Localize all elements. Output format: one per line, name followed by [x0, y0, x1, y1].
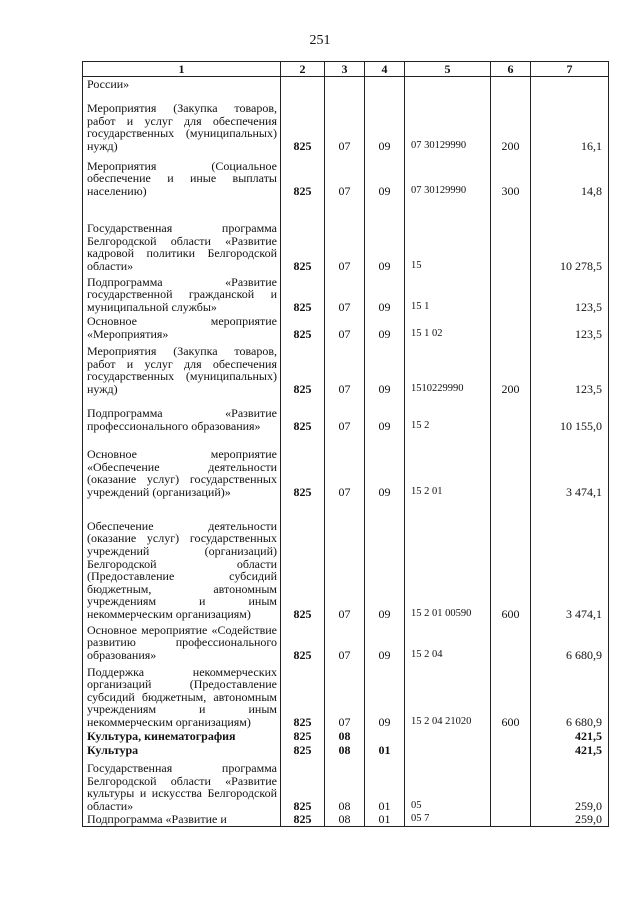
cell-kind: [491, 729, 531, 743]
cell-kind: [491, 433, 531, 499]
cell-kind: 300: [491, 153, 531, 198]
cell-subsection: 09: [365, 662, 405, 729]
table-row: [83, 662, 609, 729]
cell-amount: 259,0: [531, 813, 609, 827]
cell-subsection: [365, 729, 405, 743]
cell-subsection: 09: [365, 273, 405, 314]
cell-subsection: 09: [365, 91, 405, 153]
cell-section: 07: [325, 433, 365, 499]
cell-name: Основное мероприятие «Обеспечение деятельности (оказание услуг) государственных учреждений (организаций)»: [83, 433, 281, 499]
cell-subsection: 09: [365, 499, 405, 621]
cell-ministry: 825: [281, 91, 325, 153]
column-header-kind: 6: [491, 62, 531, 77]
cell-section: 07: [325, 396, 365, 433]
cell-subsection: 01: [365, 813, 405, 827]
cell-section: 08: [325, 813, 365, 827]
cell-target: 07 30129990: [405, 91, 491, 153]
cell-subsection: 09: [365, 433, 405, 499]
cell-name: Подпрограмма «Развитие и: [83, 813, 281, 827]
cell-ministry: [281, 77, 325, 91]
cell-amount: 6 680,9: [531, 621, 609, 662]
cell-name: Основное мероприятие «Содействие развитию профессионального образования»: [83, 621, 281, 662]
cell-target: 07 30129990: [405, 153, 491, 198]
cell-kind: 200: [491, 91, 531, 153]
column-header-section: 3: [325, 62, 365, 77]
cell-amount: 421,5: [531, 743, 609, 757]
cell-ministry: 825: [281, 757, 325, 813]
table-row: [83, 77, 609, 91]
cell-ministry: 825: [281, 153, 325, 198]
table-row: [83, 153, 609, 198]
cell-kind: [491, 77, 531, 91]
cell-amount: 16,1: [531, 91, 609, 153]
cell-section: 07: [325, 153, 365, 198]
cell-section: 07: [325, 341, 365, 396]
cell-name: России»: [83, 77, 281, 91]
cell-subsection: 09: [365, 153, 405, 198]
cell-target: 15 2 04: [405, 621, 491, 662]
cell-name: Подпрограмма «Развитие государственной гражданской и муниципальной службы»: [83, 273, 281, 314]
column-header-subsection: 4: [365, 62, 405, 77]
cell-ministry: 825: [281, 314, 325, 341]
cell-name: Культура, кинематография: [83, 729, 281, 743]
table-row: [83, 198, 609, 273]
cell-kind: 600: [491, 662, 531, 729]
cell-ministry: 825: [281, 499, 325, 621]
cell-amount: 123,5: [531, 341, 609, 396]
cell-section: 07: [325, 662, 365, 729]
table-row: [83, 91, 609, 153]
column-header-ministry: 2: [281, 62, 325, 77]
cell-kind: [491, 813, 531, 827]
cell-name: Культура: [83, 743, 281, 757]
table-row: [83, 273, 609, 314]
table-row: [83, 621, 609, 662]
cell-amount: 421,5: [531, 729, 609, 743]
table-row: [83, 729, 609, 743]
cell-name: Мероприятия (Социальное обеспечение и иные выплаты населению): [83, 153, 281, 198]
cell-kind: 200: [491, 341, 531, 396]
cell-section: 07: [325, 314, 365, 341]
page-number: 251: [309, 33, 331, 48]
cell-subsection: 09: [365, 621, 405, 662]
cell-section: 07: [325, 621, 365, 662]
cell-amount: 123,5: [531, 273, 609, 314]
cell-ministry: 825: [281, 433, 325, 499]
cell-ministry: 825: [281, 743, 325, 757]
cell-target: 15 2 04 21020: [405, 662, 491, 729]
table-row: [83, 499, 609, 621]
cell-target: [405, 743, 491, 757]
cell-ministry: 825: [281, 273, 325, 314]
cell-target: 15 2: [405, 396, 491, 433]
budget-table: [82, 61, 609, 827]
cell-target: 15 2 01: [405, 433, 491, 499]
cell-section: 07: [325, 499, 365, 621]
table-row: [83, 396, 609, 433]
cell-amount: 10 155,0: [531, 396, 609, 433]
cell-target: 15 2 01 00590: [405, 499, 491, 621]
cell-subsection: 01: [365, 757, 405, 813]
cell-name: Обеспечение деятельности (оказание услуг) государственных учреждений (организаций) Белгородской области (Предоставление субсидий бюджетным, автономным учреждениям и иным некоммерческим организациям): [83, 499, 281, 621]
cell-name: Поддержка некоммерческих организаций (Предоставление субсидий бюджетным, автономным учреждениям и иным некоммерческим организациям): [83, 662, 281, 729]
cell-kind: [491, 198, 531, 273]
cell-amount: 3 474,1: [531, 499, 609, 621]
cell-amount: 3 474,1: [531, 433, 609, 499]
cell-section: 07: [325, 273, 365, 314]
cell-target: 05 7: [405, 813, 491, 827]
table-row: [83, 341, 609, 396]
cell-name: Подпрограмма «Развитие профессионального образования»: [83, 396, 281, 433]
cell-target: 15 1 02: [405, 314, 491, 341]
cell-subsection: 09: [365, 396, 405, 433]
table-row: [83, 813, 609, 827]
cell-name: Государственная программа Белгородской области «Развитие кадровой политики Белгородской области»: [83, 198, 281, 273]
cell-name: Основное мероприятие «Мероприятия»: [83, 314, 281, 341]
cell-name: Мероприятия (Закупка товаров, работ и услуг для обеспечения государственных (муниципальных) нужд): [83, 341, 281, 396]
table-row: [83, 757, 609, 813]
cell-target: [405, 729, 491, 743]
column-header-amount: 7: [531, 62, 609, 77]
cell-kind: [491, 743, 531, 757]
cell-ministry: 825: [281, 396, 325, 433]
cell-kind: [491, 273, 531, 314]
cell-name: Государственная программа Белгородской области «Развитие культуры и искусства Белгородской области»: [83, 757, 281, 813]
cell-kind: [491, 396, 531, 433]
cell-amount: 10 278,5: [531, 198, 609, 273]
table-header-row: [83, 62, 609, 77]
cell-ministry: 825: [281, 341, 325, 396]
cell-ministry: 825: [281, 813, 325, 827]
cell-subsection: [365, 77, 405, 91]
cell-subsection: 09: [365, 314, 405, 341]
cell-target: 15 1: [405, 273, 491, 314]
cell-section: 08: [325, 729, 365, 743]
cell-target: [405, 77, 491, 91]
cell-section: [325, 77, 365, 91]
cell-kind: [491, 621, 531, 662]
cell-section: 08: [325, 757, 365, 813]
cell-target: 1510229990: [405, 341, 491, 396]
column-header-target: 5: [405, 62, 491, 77]
cell-name: Мероприятия (Закупка товаров, работ и услуг для обеспечения государственных (муниципальных) нужд): [83, 91, 281, 153]
cell-subsection: 09: [365, 341, 405, 396]
cell-amount: [531, 77, 609, 91]
cell-section: 07: [325, 91, 365, 153]
cell-section: 07: [325, 198, 365, 273]
cell-ministry: 825: [281, 198, 325, 273]
table-row: [83, 314, 609, 341]
cell-ministry: 825: [281, 729, 325, 743]
cell-amount: 259,0: [531, 757, 609, 813]
cell-kind: [491, 314, 531, 341]
cell-kind: [491, 757, 531, 813]
cell-amount: 14,8: [531, 153, 609, 198]
cell-subsection: 01: [365, 743, 405, 757]
cell-ministry: 825: [281, 662, 325, 729]
cell-amount: 6 680,9: [531, 662, 609, 729]
table-row: [83, 743, 609, 757]
cell-subsection: 09: [365, 198, 405, 273]
table-row: [83, 433, 609, 499]
cell-target: 05: [405, 757, 491, 813]
cell-amount: 123,5: [531, 314, 609, 341]
cell-section: 08: [325, 743, 365, 757]
cell-target: 15: [405, 198, 491, 273]
column-header-name: 1: [83, 62, 281, 77]
cell-ministry: 825: [281, 621, 325, 662]
cell-kind: 600: [491, 499, 531, 621]
